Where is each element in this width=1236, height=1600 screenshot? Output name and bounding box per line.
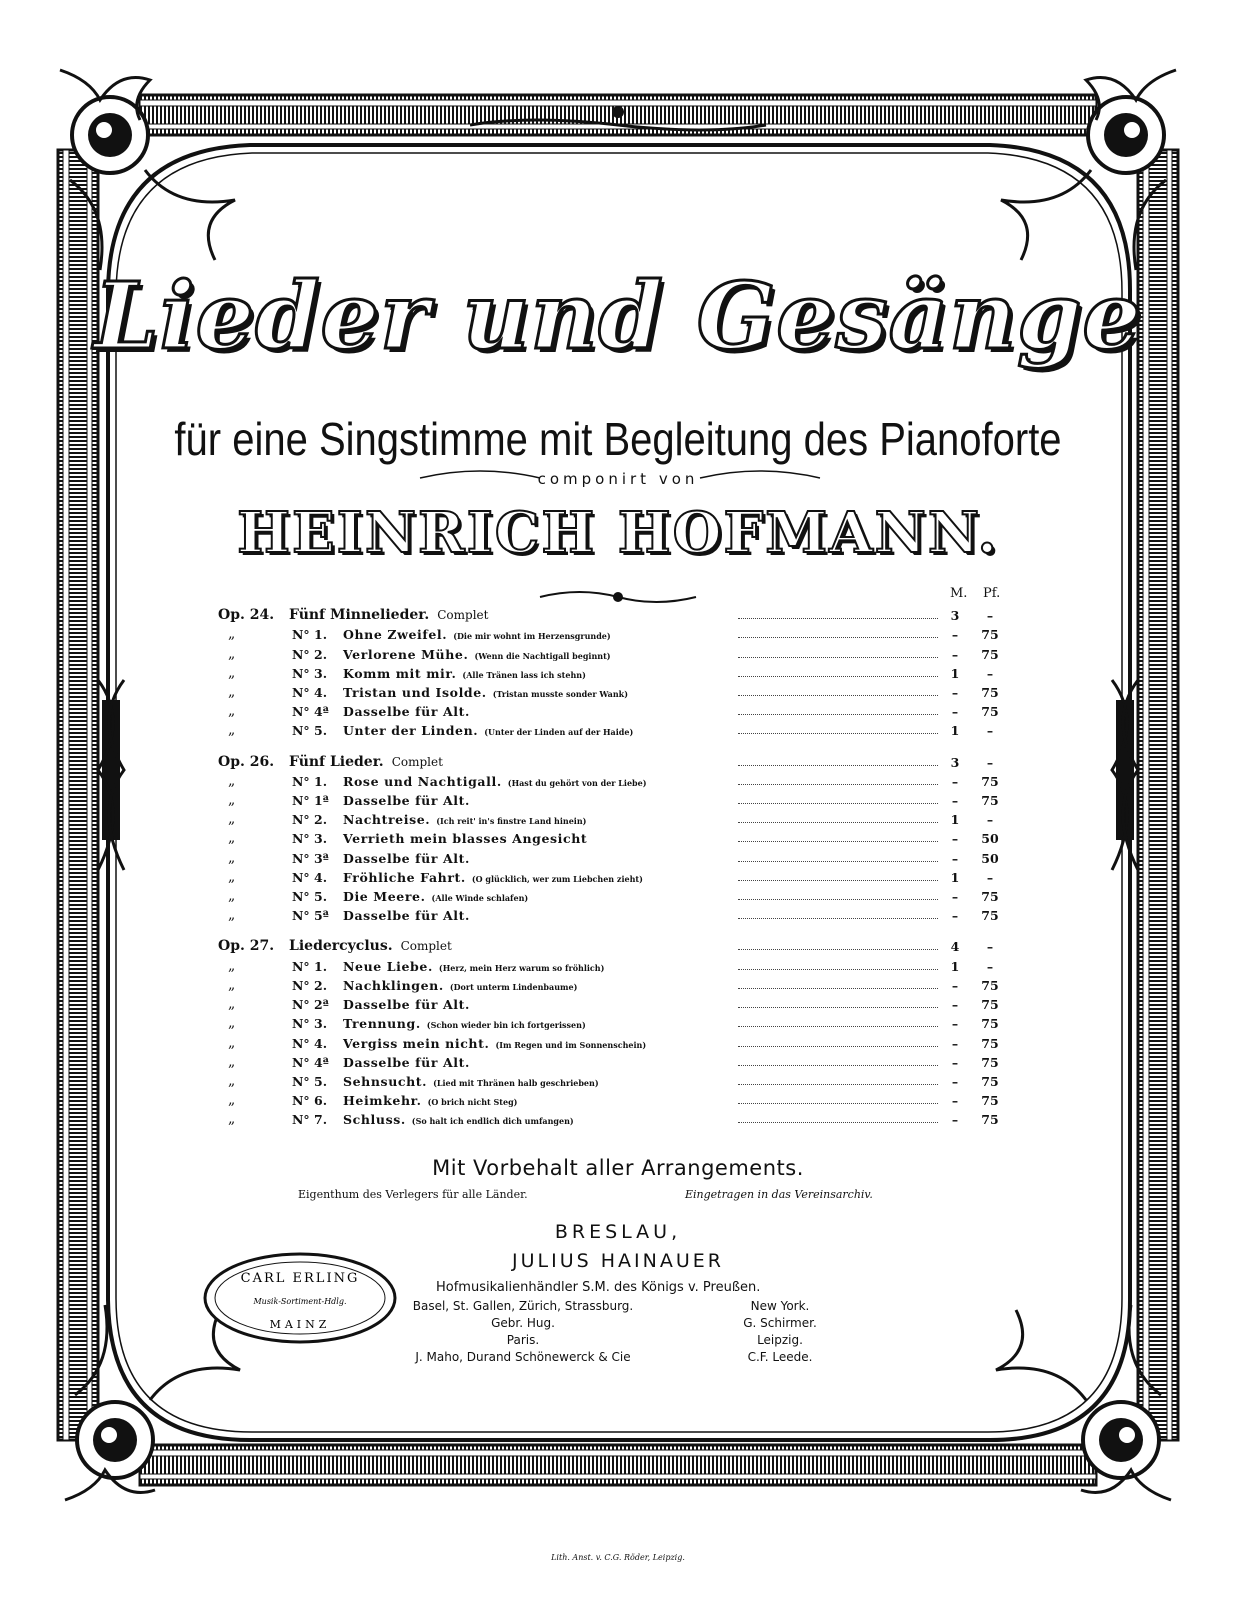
song-title: Unter der Linden.	[343, 723, 479, 739]
publisher-name: JULIUS HAINAUER	[512, 1250, 724, 1272]
song-incipit: (Unter der Linden auf der Haide)	[484, 727, 634, 738]
price-marks: –	[951, 1073, 959, 1089]
composed-by-label: componirt von	[537, 470, 699, 488]
ditto-mark: „	[228, 957, 236, 974]
song-title-cell	[343, 1072, 599, 1093]
song-incipit: (Schon wieder bin ich fortgerissen)	[426, 1020, 586, 1031]
song-row	[218, 683, 1008, 702]
song-title-cell	[343, 1034, 646, 1055]
song-number: N° 6.	[292, 1093, 328, 1109]
song-title-cell	[343, 645, 611, 666]
stamp-city: MAINZ	[269, 1318, 331, 1331]
ditto-mark: „	[228, 1111, 236, 1128]
dot-leader	[738, 988, 938, 989]
song-number: N° 4.	[292, 684, 328, 700]
song-title-cell	[343, 976, 577, 997]
song-incipit: (So halt ich endlich dich umfangen)	[411, 1116, 574, 1127]
price-marks: 1	[950, 665, 960, 681]
price-marks: 3	[950, 754, 960, 770]
price-marks: –	[951, 684, 959, 700]
song-title: Dasselbe für Alt.	[343, 793, 470, 809]
ditto-mark: „	[228, 976, 236, 993]
price-marks: –	[951, 889, 959, 905]
price-marks: –	[951, 646, 959, 662]
price-pfennig: 75	[981, 1073, 999, 1089]
song-title-cell	[343, 683, 628, 704]
dot-leader	[738, 1065, 938, 1066]
dot-leader	[738, 733, 938, 734]
opus-title-cell	[289, 937, 452, 956]
song-incipit: (Ich reit' in's finstre Land hinein)	[436, 816, 587, 827]
price-pfennig: 75	[981, 997, 999, 1013]
price-marks: –	[951, 1035, 959, 1051]
price-pfennig: 75	[981, 977, 999, 993]
song-title: Nachtreise.	[343, 812, 431, 828]
song-row	[218, 664, 1008, 683]
dot-leader	[738, 676, 938, 677]
agent-line: Basel, St. Gallen, Zürich, Strassburg.	[412, 1299, 634, 1313]
song-number: N° 5.	[292, 889, 328, 905]
dot-leader	[738, 1084, 938, 1085]
dot-leader	[738, 1007, 938, 1008]
song-row	[218, 791, 1008, 810]
song-title: Fröhliche Fahrt.	[343, 869, 466, 885]
price-marks: 1	[950, 958, 960, 974]
ditto-mark: „	[228, 772, 236, 789]
price-pfennig: 50	[981, 850, 999, 866]
price-header-pfennig: Pf.	[983, 586, 1001, 601]
song-row	[218, 829, 1008, 848]
price-pfennig: 75	[981, 627, 999, 643]
price-pfennig: 75	[981, 646, 999, 662]
ditto-mark: „	[228, 1053, 236, 1070]
song-title-cell	[343, 868, 643, 889]
opus-number: Op. 27.	[218, 938, 275, 955]
price-pfennig: 75	[981, 684, 999, 700]
price-pfennig: –	[986, 958, 994, 974]
price-pfennig: –	[986, 723, 994, 739]
agent-line: Paris.	[506, 1333, 540, 1347]
song-incipit: (O brich nicht Steg)	[427, 1097, 518, 1108]
song-incipit: (Hast du gehört von der Liebe)	[507, 777, 647, 788]
song-number: N° 2.	[292, 812, 328, 828]
song-number: N° 4.	[292, 869, 328, 885]
song-title: Trennung.	[343, 1016, 421, 1032]
song-title-cell	[343, 810, 586, 831]
song-number: N° 1.	[292, 773, 328, 789]
song-number: N° 1.	[292, 958, 328, 974]
song-title-cell	[343, 772, 647, 793]
song-row	[218, 849, 1008, 868]
song-title: Tristan und Isolde.	[343, 684, 487, 700]
song-incipit: (Lied mit Thränen halb geschrieben)	[433, 1077, 599, 1088]
price-marks: 3	[950, 608, 960, 623]
agents-right-list	[730, 1299, 830, 1367]
song-incipit: (Herz, mein Herz warum so fröhlich)	[438, 962, 605, 973]
opus-title: Liedercyclus.	[289, 938, 393, 955]
song-row	[218, 868, 1008, 887]
opus-title: Fünf Minnelieder.	[289, 607, 430, 623]
song-title: Rose und Nachtigall.	[343, 773, 502, 789]
song-title: Dasselbe für Alt.	[343, 997, 470, 1013]
ditto-mark: „	[228, 830, 236, 847]
ditto-mark: „	[228, 645, 236, 662]
agents-left-list	[398, 1299, 648, 1367]
ditto-mark: „	[228, 792, 236, 809]
ditto-mark: „	[228, 868, 236, 885]
complete-label: Complet	[400, 939, 452, 954]
price-marks: –	[951, 850, 959, 866]
price-marks: –	[951, 831, 959, 847]
song-row	[218, 702, 1008, 721]
opus-title-cell	[289, 606, 488, 625]
song-title: Vergiss mein nicht.	[343, 1035, 490, 1051]
dot-leader	[738, 1046, 938, 1047]
rights-reserved: Mit Vorbehalt aller Arrangements.	[432, 1156, 804, 1180]
song-row	[218, 995, 1008, 1014]
price-marks: –	[951, 627, 959, 643]
song-title-cell	[343, 957, 604, 978]
song-incipit: (O glücklich, wer zum Liebchen zieht)	[471, 873, 643, 884]
price-pfennig: 75	[981, 1093, 999, 1109]
agent-line: Leipzig.	[757, 1333, 803, 1347]
song-title: Schluss.	[343, 1112, 406, 1128]
song-title: Dasselbe für Alt.	[343, 908, 470, 924]
dot-leader	[738, 861, 938, 862]
song-incipit: (Dort unterm Lindenbaume)	[449, 981, 578, 992]
price-pfennig: 75	[981, 1035, 999, 1051]
song-row	[218, 645, 1008, 664]
page-title: Lieder und Gesänge	[94, 262, 1142, 370]
property-note: Eigenthum des Verlegers für alle Länder.	[298, 1188, 528, 1201]
song-number: N° 3ª	[292, 850, 329, 866]
price-pfennig: –	[986, 608, 994, 623]
song-title-cell	[343, 995, 476, 1016]
ditto-mark: „	[228, 907, 236, 924]
dot-leader	[738, 841, 938, 842]
opus-row	[218, 753, 1008, 772]
song-title-cell	[343, 887, 528, 908]
price-marks: –	[951, 1016, 959, 1032]
opus-number: Op. 24.	[218, 607, 275, 623]
price-marks: –	[951, 1093, 959, 1109]
price-marks: 1	[950, 812, 960, 828]
opus-row	[218, 937, 1008, 956]
ditto-mark: „	[228, 811, 236, 828]
song-title-cell	[343, 829, 593, 850]
dot-leader	[738, 949, 938, 950]
dot-leader	[738, 695, 938, 696]
song-row	[218, 887, 1008, 906]
song-title: Neue Liebe.	[343, 958, 433, 974]
agent-line: New York.	[750, 1299, 810, 1313]
ditto-mark: „	[228, 626, 236, 643]
dot-leader	[738, 1103, 938, 1104]
song-number: N° 3.	[292, 665, 328, 681]
dot-leader	[738, 637, 938, 638]
price-pfennig: –	[986, 939, 994, 955]
song-incipit: (Die mir wohnt im Herzensgrunde)	[453, 631, 611, 642]
song-number: N° 2.	[292, 646, 328, 662]
ditto-mark: „	[228, 849, 236, 866]
stamp-name: CARL ERLING	[240, 1271, 360, 1286]
song-row	[218, 810, 1008, 829]
song-title: Komm mit mir.	[343, 665, 457, 681]
song-number: N° 4.	[292, 1035, 328, 1051]
price-marks: –	[951, 793, 959, 809]
complete-label: Complet	[391, 754, 443, 769]
group-spacer	[218, 925, 1008, 937]
song-incipit: (Alle Tränen lass ich stehn)	[462, 669, 586, 680]
dot-leader	[738, 899, 938, 900]
stamp-trade: Musik-Sortiment-Hdlg.	[253, 1297, 347, 1306]
price-header-marks: M.	[950, 586, 968, 601]
ditto-mark: „	[228, 1015, 236, 1032]
ditto-mark: „	[228, 722, 236, 739]
song-title-cell	[343, 849, 476, 870]
ditto-mark: „	[228, 1092, 236, 1109]
song-row	[218, 1034, 1008, 1053]
price-pfennig: 50	[981, 831, 999, 847]
dot-leader	[738, 880, 938, 881]
agent-line: Gebr. Hug.	[491, 1316, 555, 1330]
agent-line: C.F. Leede.	[747, 1350, 813, 1364]
agent-line: G. Schirmer.	[743, 1316, 817, 1330]
ditto-mark: „	[228, 683, 236, 700]
dot-leader	[738, 784, 938, 785]
price-pfennig: –	[986, 812, 994, 828]
price-pfennig: 75	[981, 908, 999, 924]
dot-leader	[738, 618, 938, 619]
price-pfennig: 75	[981, 704, 999, 720]
song-row	[218, 1014, 1008, 1033]
song-row	[218, 957, 1008, 976]
dot-leader	[738, 1122, 938, 1123]
song-incipit: (Wenn die Nachtigall beginnt)	[474, 650, 611, 661]
song-row	[218, 1053, 1008, 1072]
ditto-mark: „	[228, 888, 236, 905]
song-row	[218, 1110, 1008, 1129]
dot-leader	[738, 714, 938, 715]
song-number: N° 2.	[292, 977, 328, 993]
price-marks: 4	[950, 939, 960, 955]
song-title: Dasselbe für Alt.	[343, 1054, 470, 1070]
dot-leader	[738, 657, 938, 658]
price-marks: 1	[950, 723, 960, 739]
price-marks: –	[951, 704, 959, 720]
opus-title-cell	[289, 753, 443, 772]
price-marks: –	[951, 1112, 959, 1128]
price-marks: 1	[950, 869, 960, 885]
ditto-mark: „	[228, 1034, 236, 1051]
price-pfennig: 75	[981, 1054, 999, 1070]
dot-leader	[738, 765, 938, 766]
dot-leader	[738, 803, 938, 804]
dot-leader	[738, 969, 938, 970]
frame-border-bottom	[140, 1445, 1096, 1485]
complete-label: Complet	[437, 608, 489, 622]
song-row	[218, 906, 1008, 925]
ditto-mark: „	[228, 703, 236, 720]
publisher-city: BRESLAU,	[554, 1221, 682, 1243]
dealer-stamp	[200, 1248, 400, 1348]
song-title-cell	[343, 1091, 517, 1112]
agent-line: J. Maho, Durand Schönewerck & Cie	[415, 1350, 631, 1364]
song-title: Dasselbe für Alt.	[343, 704, 470, 720]
opus-number: Op. 26.	[218, 753, 275, 770]
price-pfennig: –	[986, 665, 994, 681]
price-marks: –	[951, 997, 959, 1013]
song-number: N° 1.	[292, 627, 328, 643]
price-marks: –	[951, 977, 959, 993]
opus-row	[218, 606, 1008, 625]
song-number: N° 7.	[292, 1112, 328, 1128]
ditto-mark: „	[228, 1072, 236, 1089]
song-number: N° 2ª	[292, 997, 329, 1013]
price-pfennig: 75	[981, 889, 999, 905]
song-row	[218, 976, 1008, 995]
price-pfennig: 75	[981, 1112, 999, 1128]
lithographer-imprint: Lith. Anst. v. C.G. Röder, Leipzig.	[551, 1553, 685, 1562]
song-title-cell	[343, 791, 476, 812]
dot-leader	[738, 1026, 938, 1027]
registered-note: Eingetragen in das Vereinsarchiv.	[685, 1188, 873, 1201]
ditto-mark: „	[228, 664, 236, 681]
song-title: Sehnsucht.	[343, 1073, 428, 1089]
opus-title: Fünf Lieder.	[289, 753, 384, 770]
price-marks: –	[951, 1054, 959, 1070]
price-pfennig: 75	[981, 773, 999, 789]
song-number: N° 4ª	[292, 704, 329, 720]
song-row	[218, 721, 1008, 740]
song-title: Die Meere.	[343, 889, 426, 905]
dot-leader	[738, 822, 938, 823]
song-row	[218, 1091, 1008, 1110]
song-number: N° 3.	[292, 1016, 328, 1032]
song-title-cell	[343, 1110, 574, 1131]
song-title: Verlorene Mühe.	[343, 646, 469, 662]
song-title-cell	[343, 1053, 476, 1074]
song-number: N° 4ª	[292, 1054, 329, 1070]
subtitle: für eine Singstimme mit Begleitung des Pianoforte	[174, 414, 1062, 466]
song-incipit: (Alle Winde schlafen)	[431, 893, 529, 904]
price-pfennig: –	[986, 869, 994, 885]
song-title-cell	[343, 1014, 586, 1035]
song-title: Heimkehr.	[343, 1093, 422, 1109]
song-title-cell	[343, 906, 476, 927]
dot-leader	[738, 918, 938, 919]
song-title-cell	[343, 702, 476, 723]
work-catalogue	[218, 606, 1008, 1129]
song-title: Dasselbe für Alt.	[343, 850, 470, 866]
song-title: Ohne Zweifel.	[343, 627, 448, 643]
song-title-cell	[343, 721, 633, 742]
song-number: N° 1ª	[292, 793, 329, 809]
song-number: N° 5.	[292, 723, 328, 739]
song-row	[218, 1072, 1008, 1091]
song-number: N° 5.	[292, 1073, 328, 1089]
price-marks: –	[951, 908, 959, 924]
song-title-cell	[343, 625, 611, 646]
song-number: N° 5ª	[292, 908, 329, 924]
price-pfennig: 75	[981, 793, 999, 809]
song-incipit: (Tristan musste sonder Wank)	[492, 688, 628, 699]
price-marks: –	[951, 773, 959, 789]
song-number: N° 3.	[292, 831, 328, 847]
song-title-cell	[343, 664, 586, 685]
song-title: Verrieth mein blasses Angesicht	[343, 831, 588, 847]
song-row	[218, 625, 1008, 644]
price-pfennig: –	[986, 754, 994, 770]
ditto-mark: „	[228, 996, 236, 1013]
price-pfennig: 75	[981, 1016, 999, 1032]
song-incipit: (Im Regen und im Sonnenschein)	[495, 1039, 647, 1050]
composer-name: HEINRICH HOFMANN.	[237, 500, 999, 566]
song-title: Nachklingen.	[343, 977, 444, 993]
song-row	[218, 772, 1008, 791]
publisher-court-title: Hofmusikalienhändler S.M. des Königs v. Preußen.	[436, 1280, 761, 1295]
